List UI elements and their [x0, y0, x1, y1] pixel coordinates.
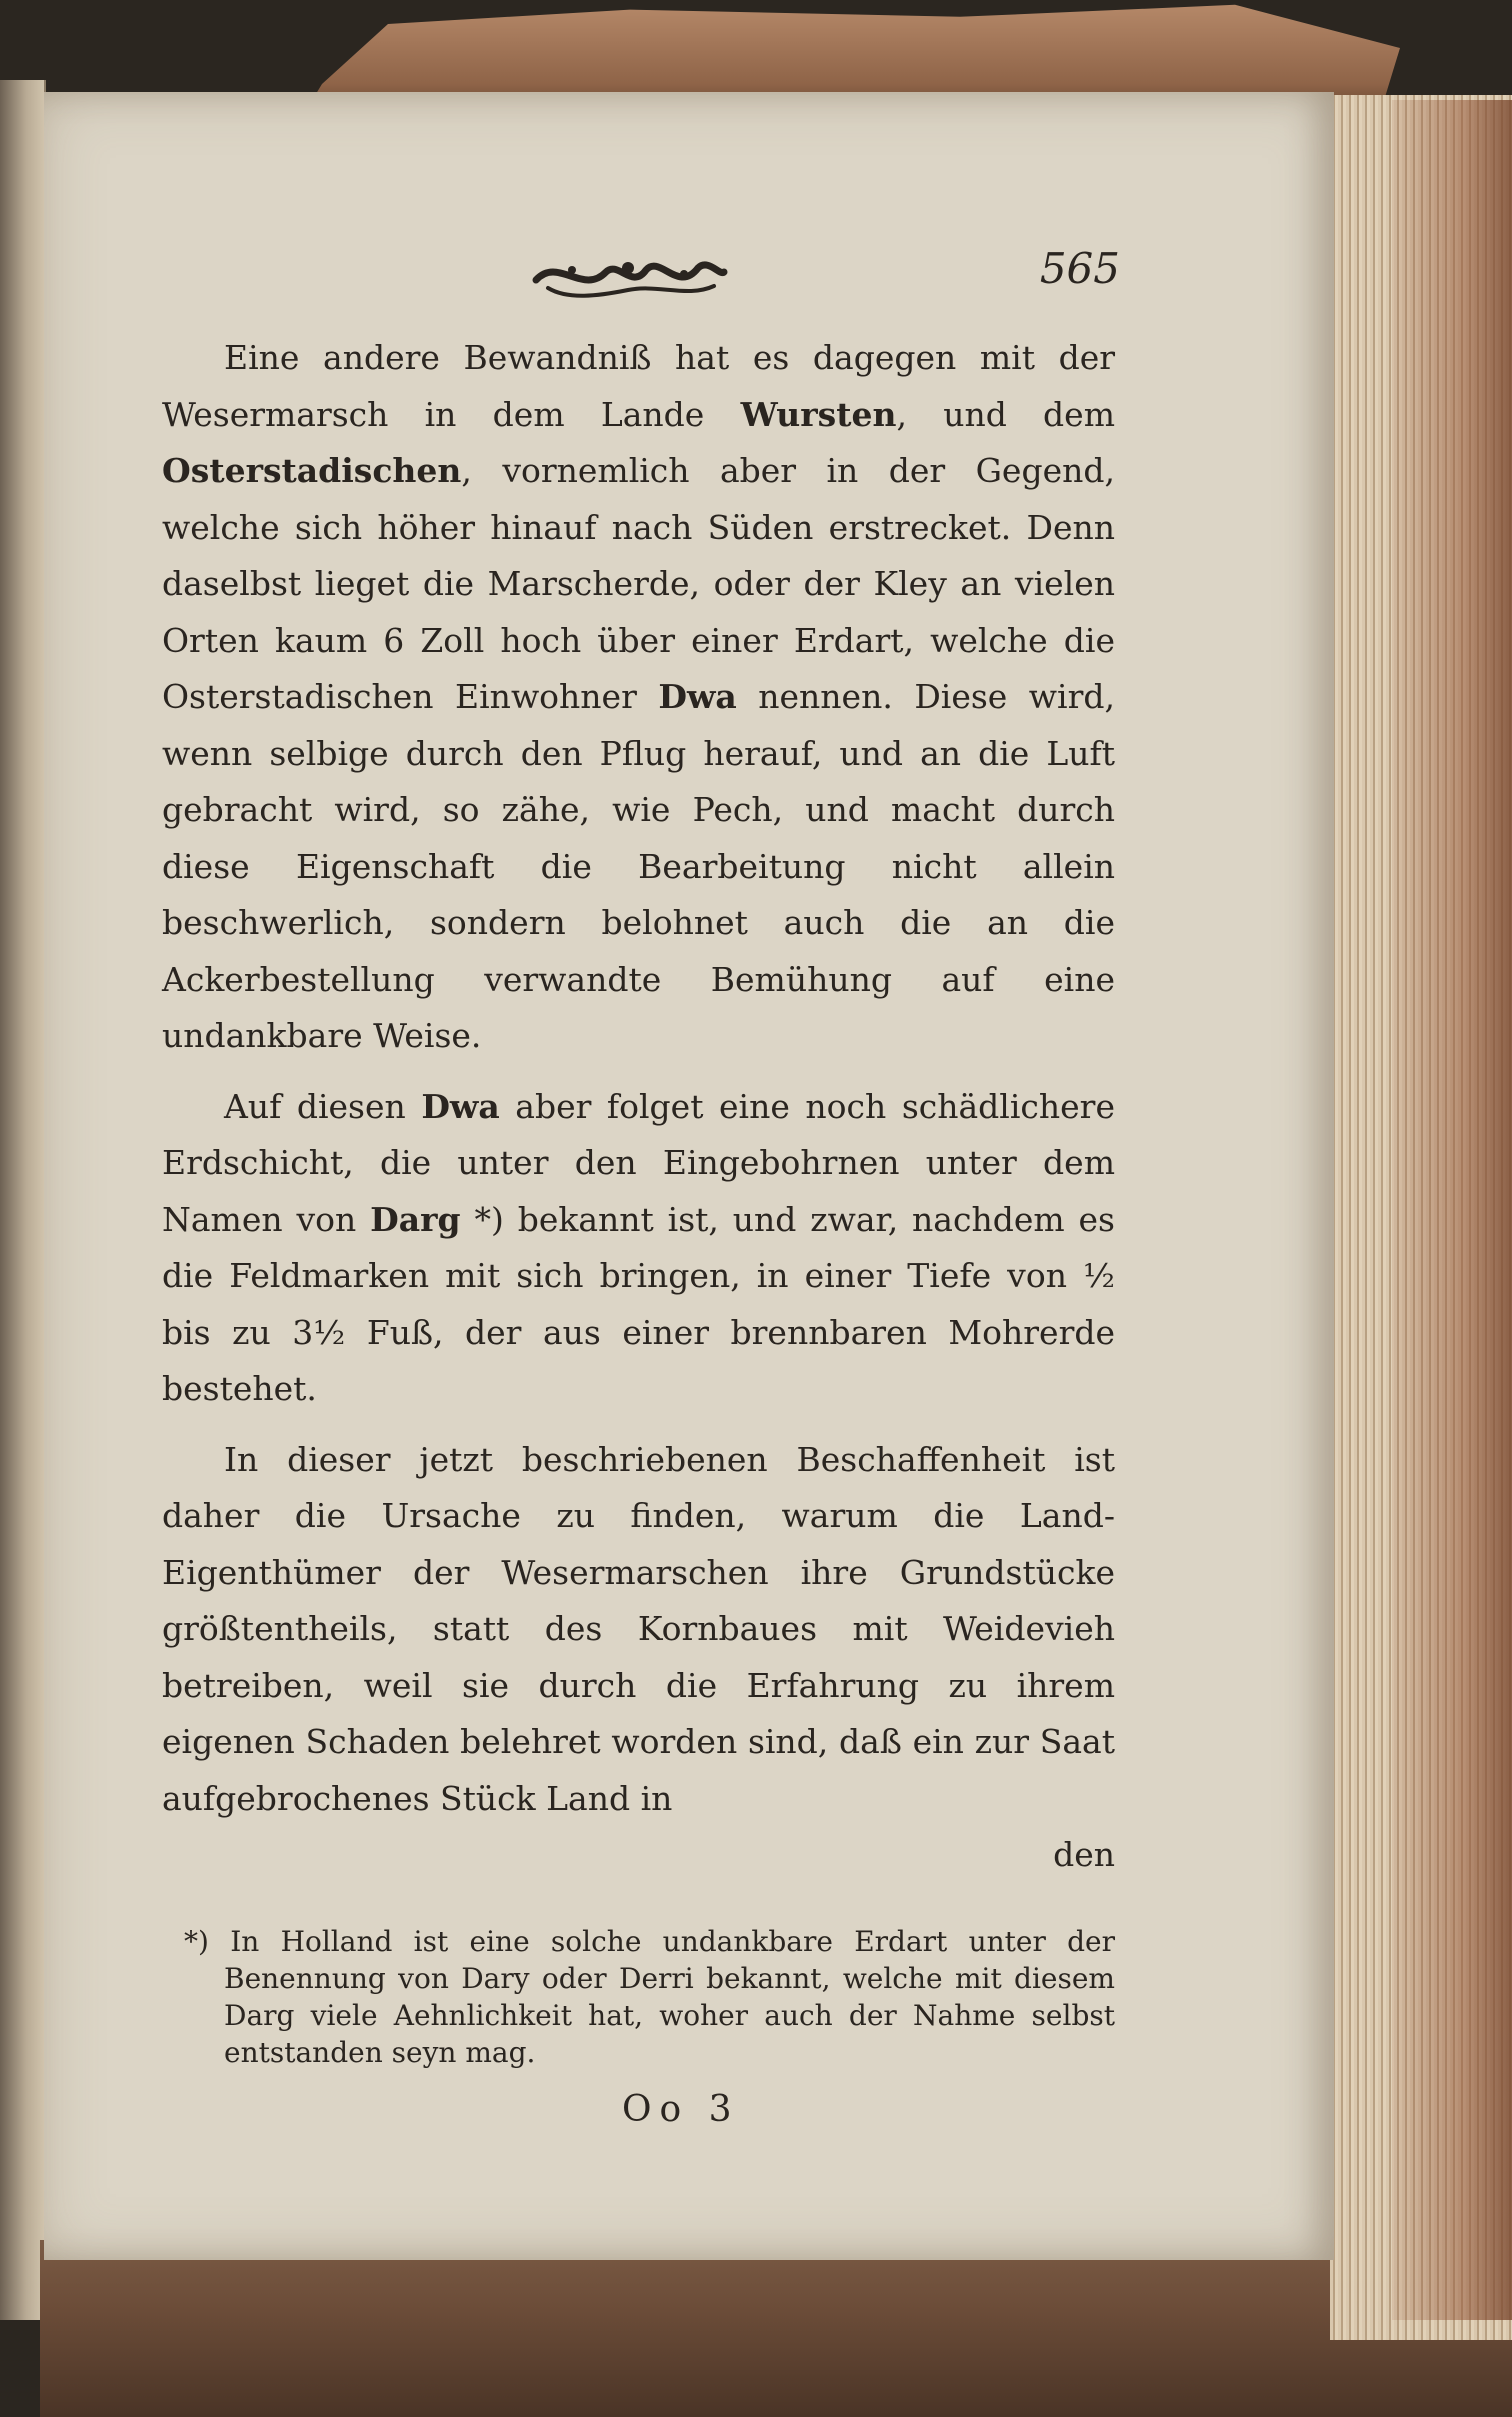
term-dwa: Dwa — [421, 1086, 500, 1126]
term-dwa: Dwa — [658, 677, 737, 716]
catchword: den — [1053, 1835, 1115, 1874]
place-name-osterstadischen: Osterstadischen — [162, 451, 462, 490]
paragraph-text: , und dem — [896, 394, 1115, 434]
paragraph-2 — [162, 1079, 1115, 1418]
paragraph-1 — [162, 330, 1115, 1065]
paragraph-text: *) bekannt ist, und zwar, nachdem es die Feldmarken mit sich bringen, in einer Tiefe von ½ bis zu 3½ Fuß, der aus einer brennbaren Mohrerde bestehet. — [162, 1199, 1115, 1408]
paragraph-text: Auf diesen — [224, 1086, 422, 1126]
paragraph-text: nennen. Diese wird, wenn selbige durch den Pflug herauf, und an die Luft gebracht wird, so zähe, wie Pech, und macht durch diese Eigenschaft die Bearbeitung nicht allein beschwerlich, sondern belohnet auch die an die Ackerbestellung verwandte Bemühung auf eine undankbare Weise. — [162, 677, 1115, 1055]
fleuron-ornament-icon — [528, 250, 728, 304]
paragraph-3 — [162, 1432, 1115, 1828]
signature-mark: Oo 3 — [622, 2089, 740, 2130]
footnote: *) In Holland ist eine solche undankbare Erdart unter der Benennung von Dary oder Derri bekannt, welche mit diesem Darg viele Aehnlichkeit hat, woher auch der Nahme selbst entstanden seyn mag. — [184, 1925, 1115, 2069]
paragraph-text: In dieser jetzt beschriebenen Beschaffenheit ist daher die Ursache zu finden, warum die Land-Eigenthümer der Wesermarschen ihre Grundstücke größtentheils, statt des Kornbaues mit Weidevieh betreiben, weil sie durch die Erfahrung zu ihrem eigenen Schaden belehret worden sind, daß ein zur Saat aufgebrochenes Stück Land in — [162, 1439, 1115, 1818]
bottom-cover-board — [40, 2240, 1512, 2417]
page-edge-stain — [1392, 100, 1512, 2320]
term-darg: Darg — [370, 1199, 461, 1239]
paragraph-text: , vornemlich aber in der Gegend, welche sich höher hinauf nach Süden erstrecket. Denn daselbst lieget die Marscherde, oder der Kley an vielen Orten kaum 6 Zoll hoch über einer Erdart, welche die Osterstadischen Einwohner — [162, 451, 1115, 716]
paragraph-text: aber folget eine noch schädlichere Erdschicht, die unter den Eingebohrnen unter dem Namen von — [162, 1086, 1115, 1239]
place-name-wursten: Wursten — [740, 394, 897, 434]
page-content — [162, 330, 1115, 2130]
left-page-edge — [0, 80, 46, 2320]
page-number: 565 — [1039, 244, 1120, 293]
paragraph-text: Eine andere Bewandniß hat es dagegen mit der Wesermarsch in dem Lande — [162, 338, 1115, 434]
